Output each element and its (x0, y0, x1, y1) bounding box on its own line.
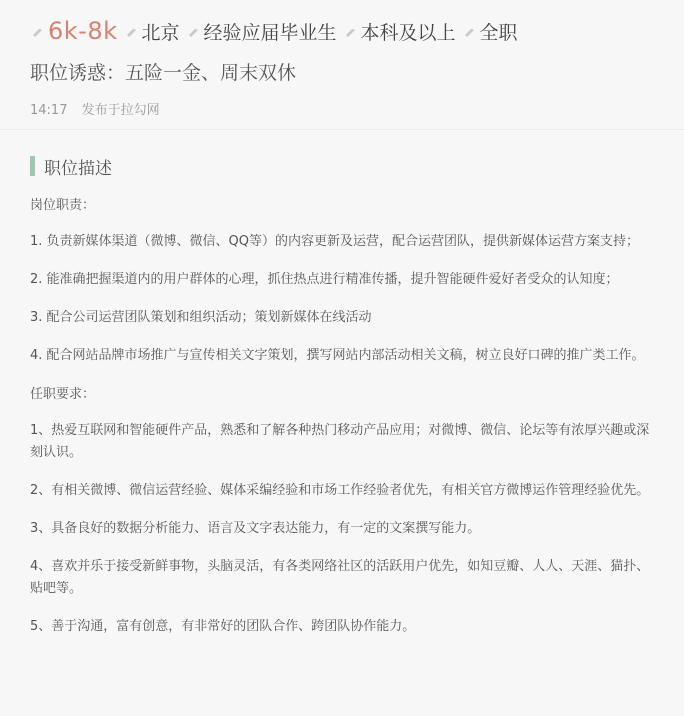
requirement-item: 4、喜欢并乐于接受新鲜事物，头脑灵活，有各类网络社区的活跃用户优先，如知豆瓣、人人、天涯、猫扑、贴吧等。 (30, 559, 650, 596)
tag-icon (462, 24, 476, 38)
section-title-text: 职位描述 (44, 158, 112, 179)
job-description (0, 130, 684, 638)
location: 北京 (141, 21, 180, 44)
requirement-item: 5、善于沟通，富有创意，有非常好的团队合作、跨团队协作能力。 (30, 619, 416, 634)
responsibility-item: 2. 能准确把握渠道内的用户群体的心理，抓住热点进行精准传播，提升智能硬件爱好者受众的认知度； (30, 272, 619, 287)
responsibilities-heading: 岗位职责： (30, 198, 96, 213)
section-title (30, 154, 654, 178)
tag-icon (30, 24, 44, 38)
job-benefits: 职位诱惑：五险一金、周末双休 (30, 62, 297, 84)
tag-icon (124, 24, 138, 38)
requirement-item: 3、具备良好的数据分析能力、语言及文字表达能力，有一定的文案撰写能力。 (30, 521, 481, 536)
education-tag (343, 18, 456, 45)
education: 本科及以上 (360, 21, 456, 44)
job-header (0, 0, 684, 130)
job-tags (30, 14, 654, 48)
salary-range: 6k-8k (48, 17, 118, 45)
publish-source: 发布于拉勾网 (81, 103, 160, 118)
responsibility-item: 4. 配合网站品牌市场推广与宣传相关文字策划，撰写网站内部活动相关文稿，树立良好口碑的推广类工作。 (30, 348, 645, 363)
requirements-heading: 任职要求： (30, 387, 96, 402)
tag-icon (343, 24, 357, 38)
location-tag (124, 18, 180, 45)
publish-time: 14:17 (30, 103, 68, 118)
salary-tag (30, 17, 118, 45)
section-accent-bar (30, 156, 35, 176)
responsibility-item: 1. 负责新媒体渠道（微博、微信、QQ等）的内容更新及运营，配合运营团队，提供新媒体运营方案支持； (30, 234, 640, 249)
experience: 经验应届毕业生 (203, 21, 337, 44)
publish-meta (30, 99, 654, 118)
job-type: 全职 (479, 21, 518, 44)
tag-icon (186, 24, 200, 38)
responsibility-item: 3. 配合公司运营团队策划和组织活动；策划新媒体在线活动 (30, 310, 372, 325)
experience-tag (186, 18, 337, 45)
requirement-item: 2、有相关微博、微信运营经验、媒体采编经验和市场工作经验者优先，有相关官方微博运作管理经验优先。 (30, 483, 650, 498)
job-type-tag (462, 18, 518, 45)
requirement-item: 1、热爱互联网和智能硬件产品，熟悉和了解各种热门移动产品应用；对微博、微信、论坛等有浓厚兴趣或深刻认识。 (30, 423, 650, 460)
